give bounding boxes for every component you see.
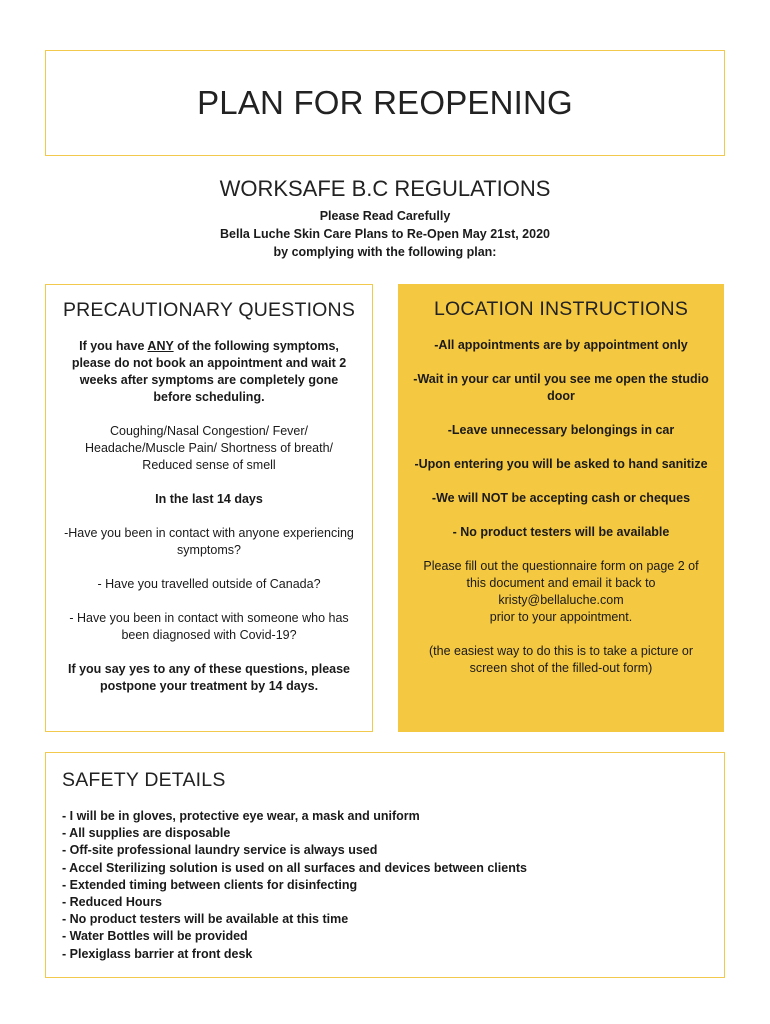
page-title: PLAN FOR REOPENING bbox=[197, 84, 573, 121]
symptoms-list: Coughing/Nasal Congestion/ Fever/ Headache/Muscle Pain/ Shortness of breath/ Reduced sense of smell bbox=[84, 424, 334, 472]
instruction-sanitize: -Upon entering you will be asked to hand sanitize bbox=[414, 457, 708, 471]
screenshot-tip: (the easiest way to do this is to take a picture or screen shot of the filled-out form) bbox=[428, 644, 694, 675]
list-item: - Reduced Hours bbox=[62, 895, 163, 910]
list-item: - Extended timing between clients for disinfecting bbox=[62, 877, 358, 892]
form-text-1: Please fill out the questionnaire form on page 2 of this document and email it back to bbox=[423, 559, 699, 590]
intro-emphasis: ANY bbox=[147, 339, 174, 353]
list-item: - Off-site professional laundry service is always used bbox=[62, 843, 378, 858]
list-item: - No product testers will be available at this time bbox=[62, 912, 349, 927]
location-heading: LOCATION INSTRUCTIONS bbox=[433, 298, 689, 320]
form-text-2: prior to your appointment. bbox=[489, 610, 633, 624]
safety-heading: SAFETY DETAILS bbox=[62, 769, 226, 791]
instruction-no-cash: -We will NOT be accepting cash or cheques bbox=[431, 491, 691, 505]
instruction-wait-in-car: -Wait in your car until you see me open the studio door bbox=[413, 372, 709, 403]
safety-list bbox=[62, 808, 708, 963]
regulations-line-3: by complying with the following plan: bbox=[273, 245, 497, 259]
regulations-line-2: Bella Luche Skin Care Plans to Re-Open May 21st, 2020 bbox=[220, 227, 550, 241]
precautionary-questions-box bbox=[45, 284, 373, 732]
list-item: - All supplies are disposable bbox=[62, 826, 231, 841]
precautionary-intro bbox=[62, 338, 356, 406]
regulations-line-1: Please Read Carefully bbox=[319, 209, 451, 223]
regulations-heading: WORKSAFE B.C REGULATIONS bbox=[219, 176, 551, 201]
regulations-section bbox=[45, 176, 725, 261]
intro-pre: If you have bbox=[79, 339, 148, 353]
precautionary-closing: If you say yes to any of these questions, please postpone your treatment by 14 days. bbox=[67, 662, 351, 693]
list-item: - I will be in gloves, protective eye wear, a mask and uniform bbox=[62, 809, 420, 823]
safety-details-box bbox=[45, 752, 725, 978]
last-14-days: In the last 14 days bbox=[155, 492, 263, 506]
question-contact: -Have you been in contact with anyone experiencing symptoms? bbox=[64, 526, 354, 557]
intro-post: of the following symptoms, please do not book an appointment and wait 2 weeks after symptoms are completely gone before scheduling. bbox=[71, 339, 347, 404]
instruction-appointments: -All appointments are by appointment only bbox=[434, 338, 688, 352]
instruction-no-testers: - No product testers will be available bbox=[452, 525, 670, 539]
email-address[interactable]: kristy@bellaluche.com bbox=[498, 593, 624, 607]
precautionary-heading: PRECAUTIONARY QUESTIONS bbox=[62, 299, 356, 321]
title-box bbox=[45, 50, 725, 156]
list-item: - Accel Sterilizing solution is used on all surfaces and devices between clients bbox=[62, 860, 527, 875]
list-item: - Plexiglass barrier at front desk bbox=[62, 946, 253, 961]
instruction-belongings: -Leave unnecessary belongings in car bbox=[447, 423, 675, 437]
form-instructions bbox=[412, 558, 710, 626]
list-item: - Water Bottles will be provided bbox=[62, 929, 248, 944]
location-instructions-box bbox=[398, 284, 724, 732]
question-covid-contact: - Have you been in contact with someone who has been diagnosed with Covid-19? bbox=[69, 611, 349, 642]
question-travel: - Have you travelled outside of Canada? bbox=[97, 577, 321, 591]
